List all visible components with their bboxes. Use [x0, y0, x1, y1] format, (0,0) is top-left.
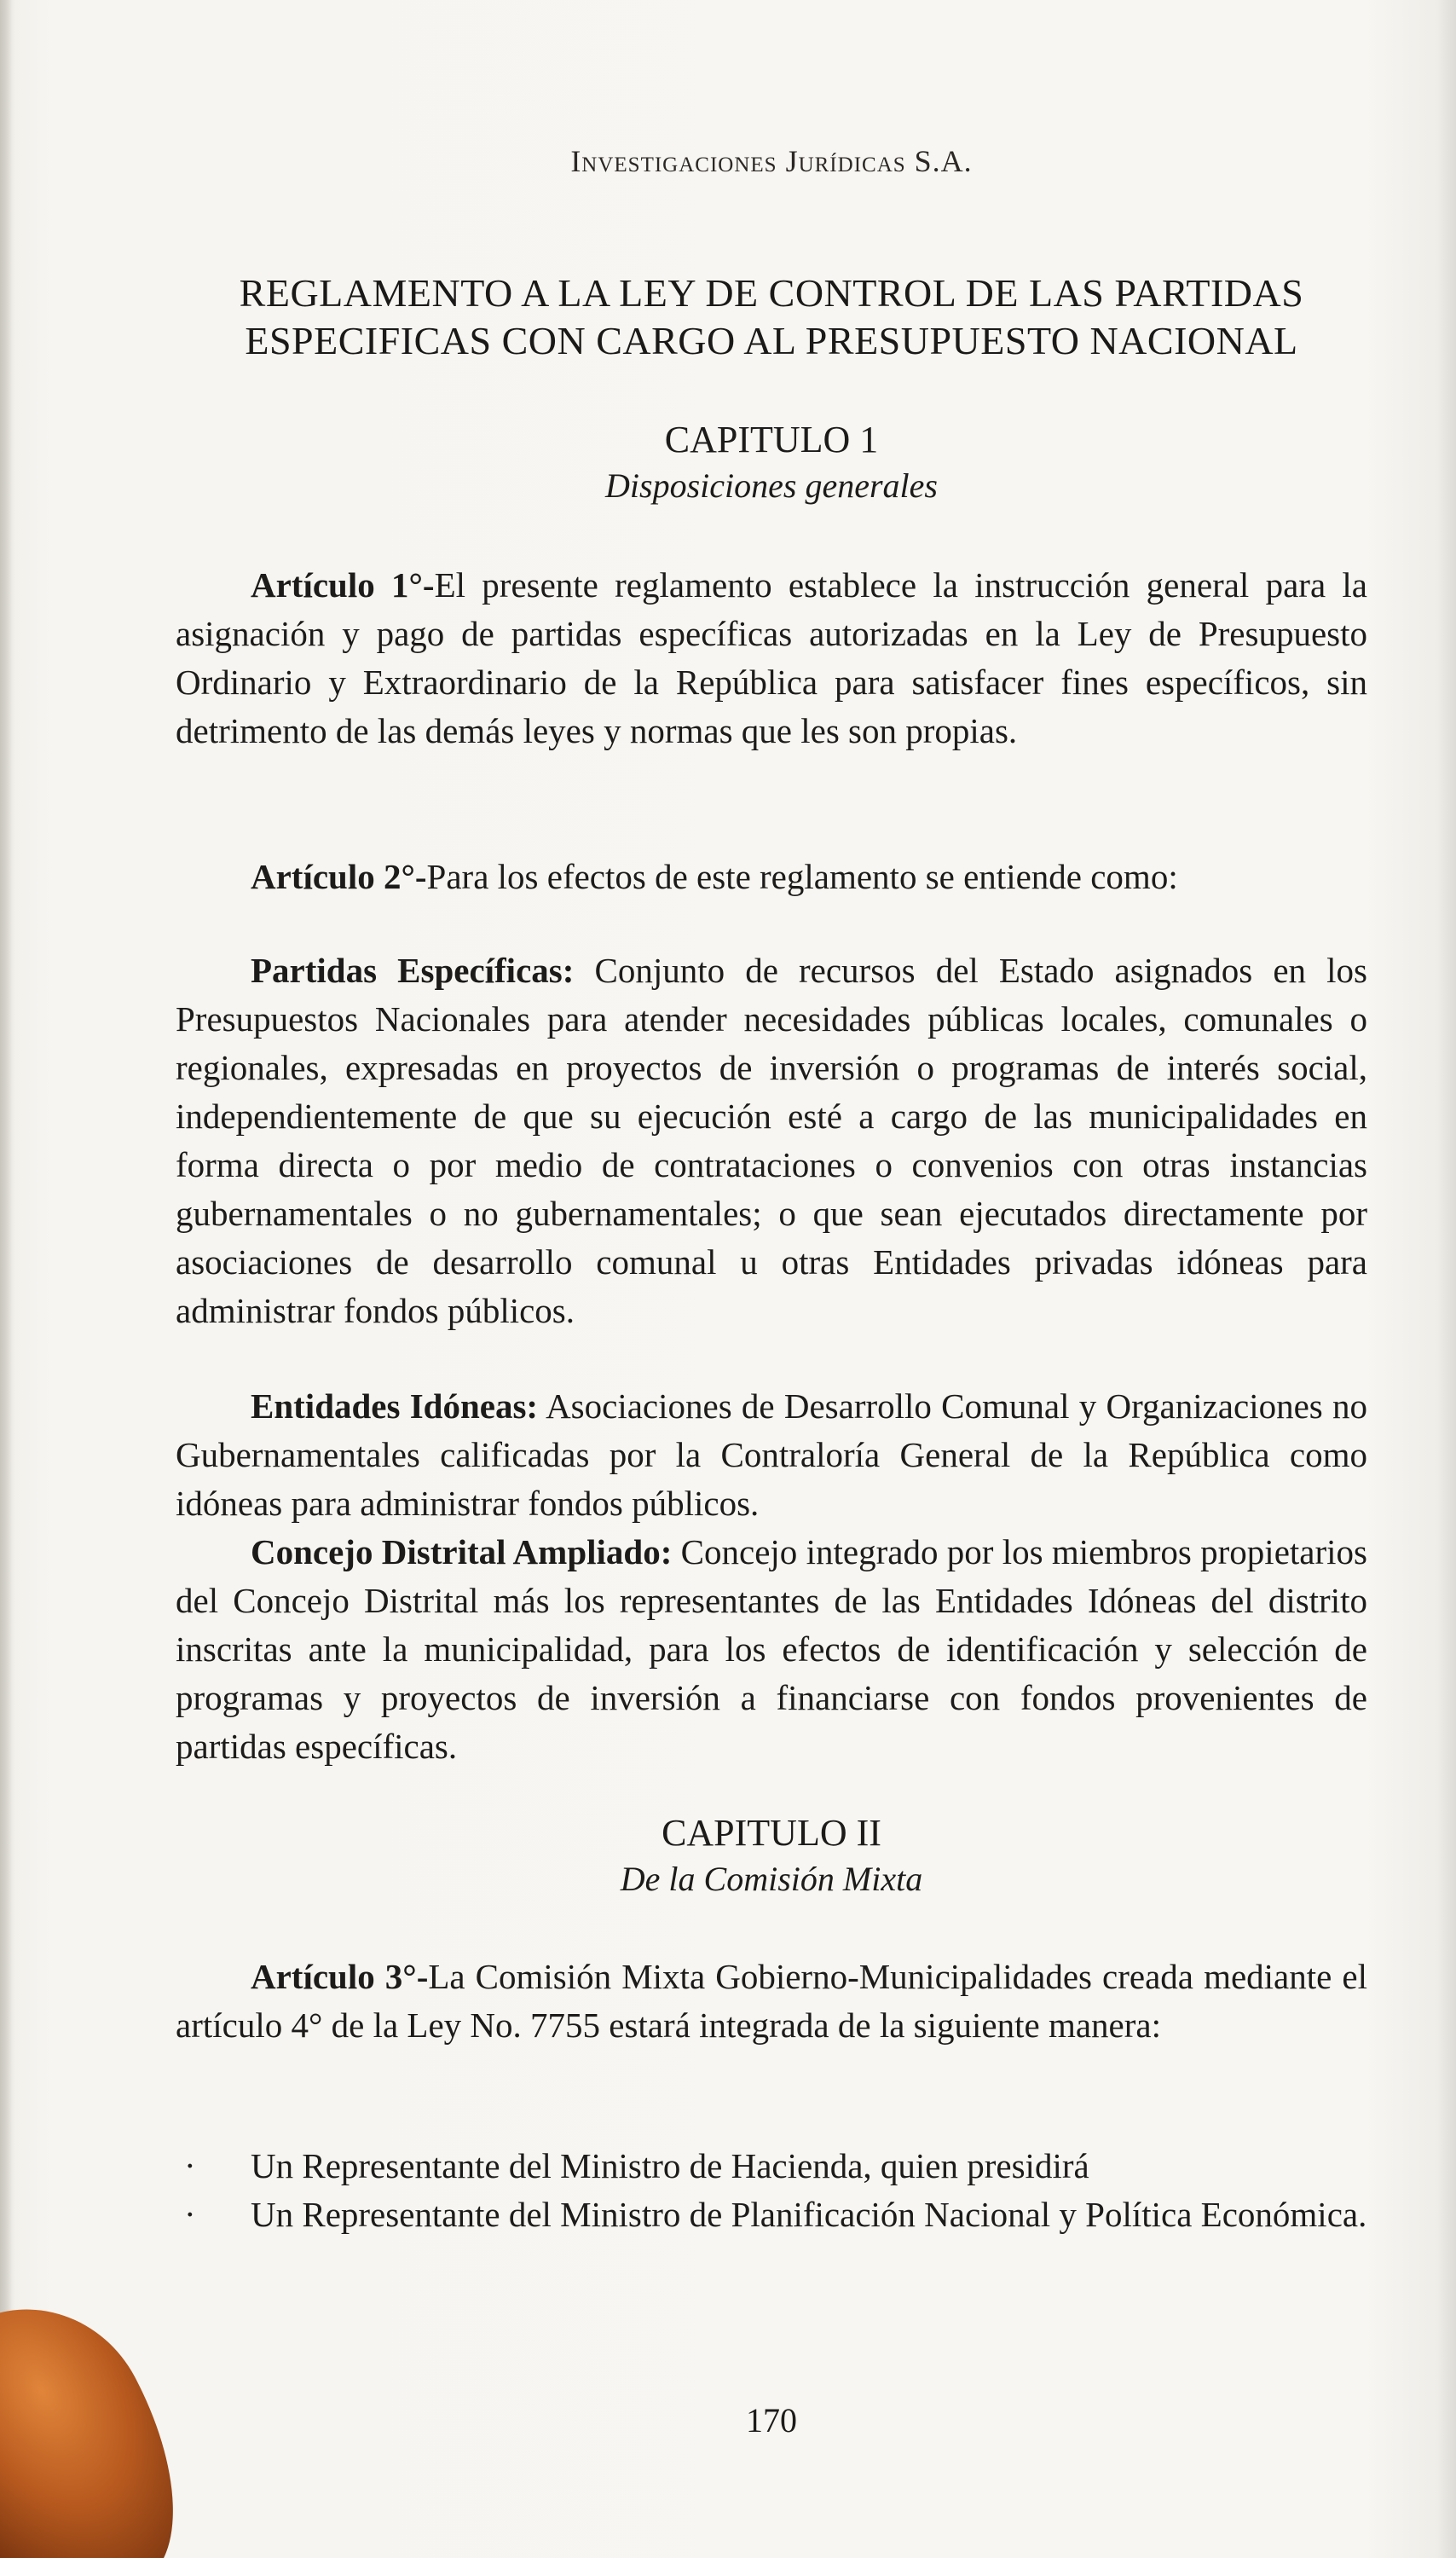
commission-members-list — [176, 2142, 1367, 2239]
list-item-text: Un Representante del Ministro de Hacienda, quien presidirá — [251, 2146, 1089, 2185]
article-2 — [176, 853, 1367, 901]
article-3-label: Artículo 3°- — [251, 1957, 429, 1996]
bullet-marker: · — [184, 2195, 196, 2234]
article-1-label: Artículo 1°- — [251, 565, 435, 605]
definition-1-text: Conjunto de recursos del Estado asignados en los Presupuestos Nacionales para atender necesidades públicas locales, comunales o regionales, expresadas en proyectos de inversión o programas de interés social, independientemente de que su ejecución esté a cargo de las municipalidades en forma directa o por medio de contrataciones o convenios con otras instancias gubernamentales o no gubernamentales; o que sean ejecutados directamente por asociaciones de desarrollo comunal u otras Entidades privadas idóneas para administrar fondos públicos. — [176, 951, 1367, 1330]
title-line-2: ESPECIFICAS CON CARGO AL PRESUPUESTO NACIONAL — [245, 319, 1298, 362]
chapter-2-subtitle: De la Comisión Mixta — [620, 1860, 923, 1898]
list-item — [176, 2191, 1367, 2239]
page-number: 170 — [746, 2401, 797, 2439]
document-title — [176, 269, 1367, 365]
chapter-1-subtitle: Disposiciones generales — [605, 466, 938, 505]
article-2-text: Para los efectos de este reglamento se entiende como: — [426, 857, 1178, 896]
running-header: Investigaciones Jurídicas S.A. — [570, 144, 973, 178]
page-edge-shadow — [1437, 0, 1456, 2558]
definition-3-label: Concejo Distrital Ampliado: — [251, 1532, 673, 1571]
bullet-marker: · — [184, 2146, 196, 2185]
definition-entidades-idoneas — [176, 1382, 1367, 1528]
chapter-1-number: CAPITULO 1 — [664, 419, 879, 460]
page-gutter-shadow — [0, 0, 12, 2558]
list-item-text: Un Representante del Ministro de Planificación Nacional y Política Económica. — [251, 2195, 1367, 2234]
definition-2-label: Entidades Idóneas: — [251, 1386, 539, 1426]
article-3 — [176, 1953, 1367, 2050]
chapter-2-heading — [176, 1809, 1367, 1901]
definition-3-text: Concejo integrado por los miembros propietarios del Concejo Distrital más los representantes de las Entidades Idóneas del distrito inscritas ante la municipalidad, para los efectos de identificación y selección de programas y proyectos de inversión a financiarse con fondos provenientes de partidas específicas. — [176, 1532, 1367, 1766]
article-2-label: Artículo 2°- — [251, 857, 427, 896]
article-1 — [176, 561, 1367, 755]
article-1-text: El presente reglamento establece la instrucción general para la asignación y pago de partidas específicas autorizadas en la Ley de Presupuesto Ordinario y Extraordinario de la República para satisfacer fines específicos, sin detrimento de las demás leyes y normas que les son propias. — [176, 565, 1368, 750]
list-item — [176, 2142, 1367, 2191]
chapter-1-heading — [176, 416, 1367, 508]
chapter-2-number: CAPITULO II — [662, 1812, 881, 1854]
definition-2-text: Asociaciones de Desarrollo Comunal y Organizaciones no Gubernamentales calificadas por la Contraloría General de la República como idóneas para administrar fondos públicos. — [176, 1386, 1367, 1523]
definition-concejo-distrital — [176, 1528, 1367, 1771]
definition-1-label: Partidas Específicas: — [251, 951, 575, 990]
definition-partidas-especificas — [176, 946, 1367, 1335]
title-line-1: REGLAMENTO A LA LEY DE CONTROL DE LAS PARTIDAS — [239, 271, 1304, 315]
article-3-text: La Comisión Mixta Gobierno-Municipalidades creada mediante el artículo 4° de la Ley No. 7755 estará integrada de la siguiente manera: — [176, 1957, 1367, 2045]
